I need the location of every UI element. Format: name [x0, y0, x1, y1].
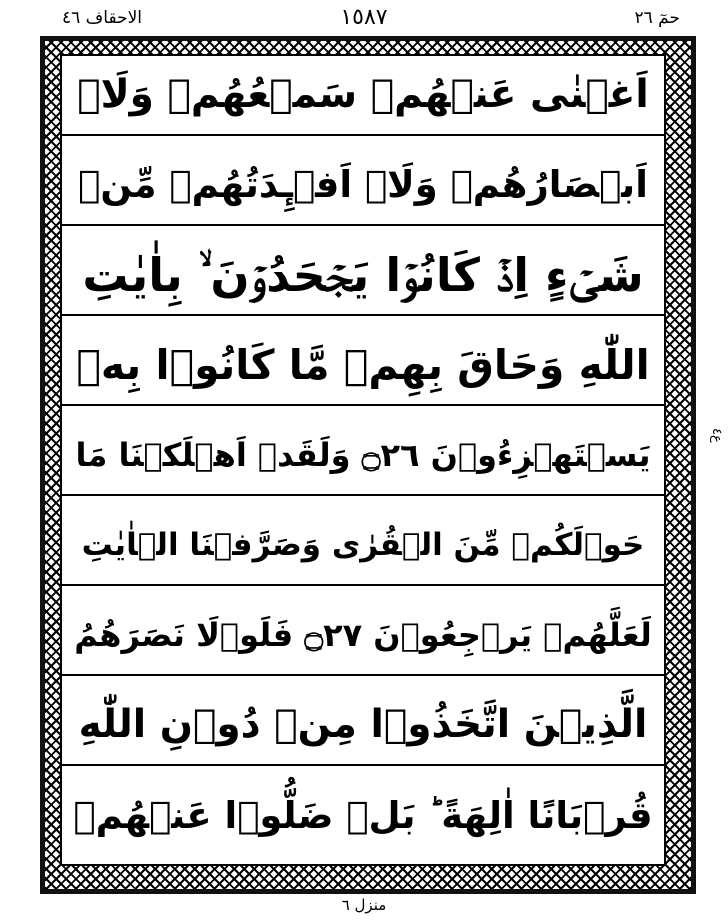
line-text: اللّٰهِ وَحَاقَ بِهِمۡ مَّا كَانُوۡا بِهٖ — [76, 341, 650, 389]
ruku-marker: ع٤ — [709, 428, 724, 443]
text-line-3 — [62, 236, 664, 316]
text-line-9 — [62, 776, 664, 856]
line-text: حَوۡلَكُمۡ مِّنَ الۡقُرٰى وَصَرَّفۡنَا الۡاٰيٰتِ — [81, 527, 645, 563]
line-text: لَعَلَّهُمۡ يَرۡجِعُوۡنَ ۝٢٧ فَلَوۡلَا نَصَرَهُمُ — [74, 616, 652, 654]
text-line-6 — [62, 506, 664, 586]
line-text: اَغۡنٰى عَنۡهُمۡ سَمۡعُهُمۡ وَلَاۤ — [77, 72, 649, 117]
text-line-5 — [62, 416, 664, 496]
page-number: ١٥٨٧ — [340, 5, 388, 30]
line-text: شَىۡءٍ اِذۡ كَانُوۡا يَجۡحَدُوۡنَ ۙ بِاٰيٰتِ — [82, 248, 644, 302]
page-frame — [40, 36, 696, 894]
page-header — [0, 6, 728, 34]
para-name: حمٓ ٢٦ — [634, 8, 680, 28]
text-line-7 — [62, 596, 664, 676]
line-text: اَبۡصَارُهُمۡ وَلَاۤ اَفۡـِٕدَتُهُمۡ مِّنۡ — [78, 163, 648, 206]
text-line-1 — [62, 56, 664, 136]
text-line-2 — [62, 146, 664, 226]
text-line-8 — [62, 686, 664, 766]
line-text: الَّذِيۡنَ اتَّخَذُوۡا مِنۡ دُوۡنِ اللّٰهِ — [78, 702, 648, 747]
line-text: قُرۡبَانًا اٰلِهَةً ؕ بَلۡ ضَلُّوۡا عَنۡهُمۡ — [73, 794, 653, 837]
text-panel — [60, 54, 666, 866]
surah-name: الاحقاف ٤٦ — [62, 8, 142, 28]
text-line-4 — [62, 326, 664, 406]
manzil-label: منزل ٦ — [341, 896, 387, 914]
line-text: يَسۡتَهۡزِءُوۡنَ ۝٢٦ وَلَقَدۡ اَهۡلَكۡنَا مَا — [75, 436, 651, 474]
